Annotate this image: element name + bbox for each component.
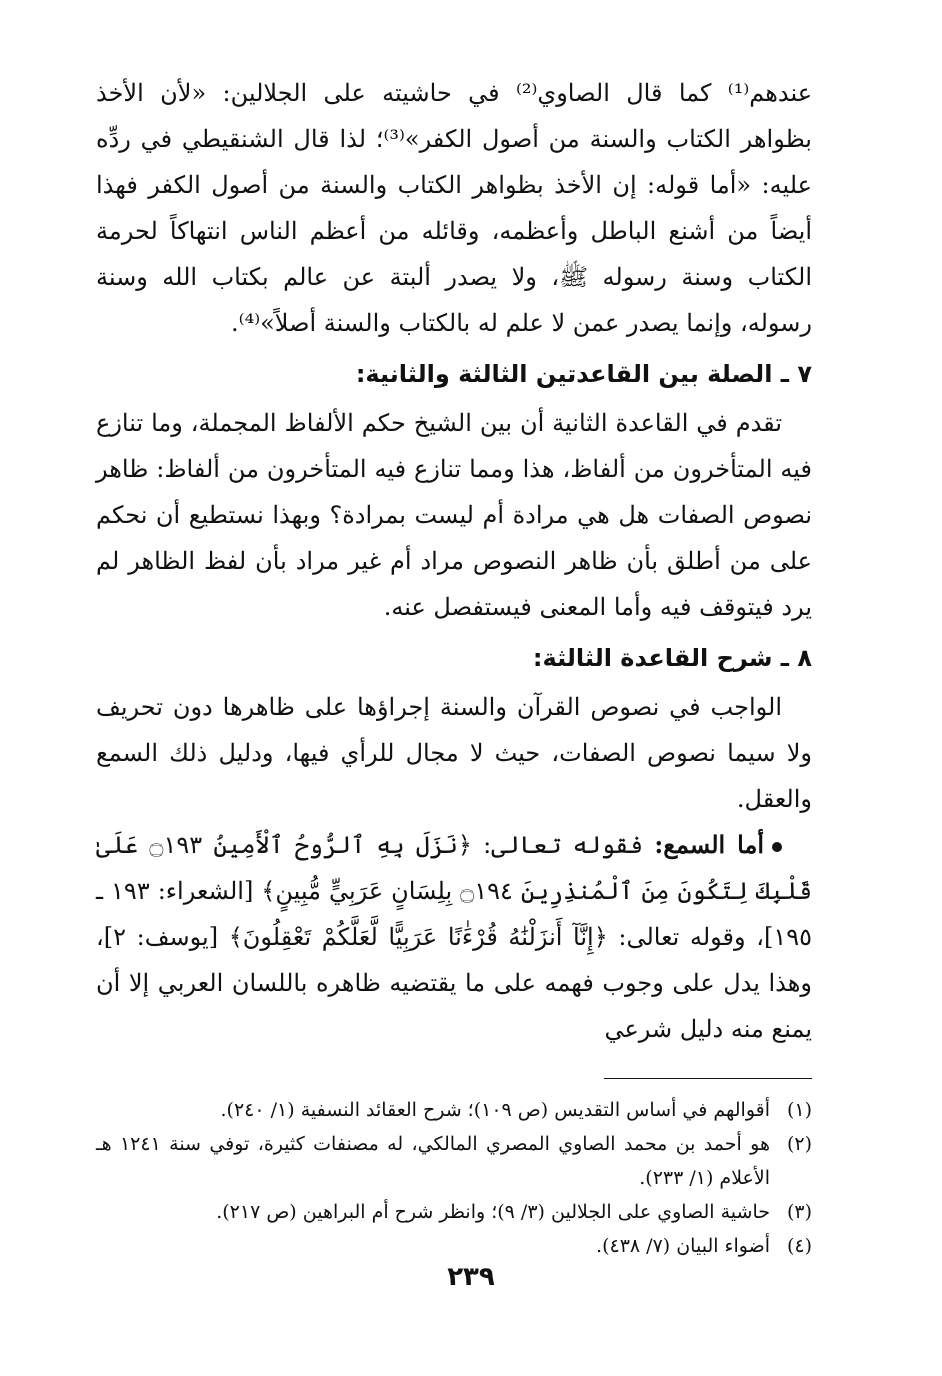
hearing-lead: أما السمع: bbox=[654, 830, 764, 859]
footnote-number: (٢) bbox=[786, 1133, 812, 1155]
section-heading-7: ٧ ـ الصلة بين القاعدتين الثالثة والثانية: bbox=[355, 360, 812, 388]
page-body bbox=[96, 70, 812, 1263]
section-heading-8: ٨ ـ شرح القاعدة الثالثة: bbox=[532, 644, 812, 672]
footnote-item bbox=[96, 1195, 812, 1229]
footnote-text: حاشية الصاوي على الجلالين (٣/ ٩)؛ وانظر شرح أم البراهين (ص ٢١٧). bbox=[216, 1201, 770, 1223]
paragraph-hearing-evidence bbox=[96, 822, 812, 1052]
page-number: ٢٣٩ bbox=[447, 1262, 495, 1292]
footnote-item bbox=[96, 1127, 812, 1195]
footnote-divider bbox=[604, 1078, 812, 1079]
footnote-item bbox=[96, 1093, 812, 1127]
footnote-number: (٣) bbox=[786, 1201, 812, 1223]
footnote-number: (٤) bbox=[786, 1235, 812, 1257]
footnotes bbox=[96, 1093, 812, 1263]
footnote-item bbox=[96, 1229, 812, 1263]
footnote-number: (١) bbox=[786, 1099, 812, 1121]
footnote-text: أضواء البيان (٧/ ٤٣٨). bbox=[596, 1235, 770, 1257]
paragraph-opening: عندهم⁽¹⁾ كما قال الصاوي⁽²⁾ في حاشيته على الجلالين: «لأن الأخذ بظواهر الكتاب والسنة من أصول الكفر»⁽³⁾؛ لذا قال الشنقيطي في ردِّه عليه: «أما قوله: إن الأخذ بظواهر الكتاب والسنة من أصول الكفر فهذا أيضاً من أشنع الباطل وأعظمه، وقائله من أعظم الناس انتهاكاً لحرمة الكتاب وسنة رسوله ﷺ، ولا يصدر ألبتة عن عالم بكتاب الله وسنة رسوله، وإنما يصدر عمن لا علم له بالكتاب والسنة أصلاً»⁽⁴⁾. bbox=[96, 79, 813, 337]
paragraph-rule-explanation: الواجب في نصوص القرآن والسنة إجراؤها على ظاهرها دون تحريف ولا سيما نصوص الصفات، حيث لا مجال للرأي فيها، ودليل ذلك السمع والعقل. bbox=[96, 693, 812, 813]
paragraph-rule-link: تقدم في القاعدة الثانية أن بين الشيخ حكم الألفاظ المجملة، وما تنازع فيه المتأخرون من ألفاظ، هذا ومما تنازع فيه المتأخرون من ألفاظ: ظاهر نصوص الصفات هل هي مرادة أم ليست بمرادة؟ وبهذا نستطيع أن نحكم على من أطلق بأن ظاهر النصوص مراد أم غير مراد بأن لفظ الظاهر لم يرد فيتوقف فيه وأما المعنى فيستفصل عنه. bbox=[96, 409, 812, 621]
footnote-text: هو أحمد بن محمد الصاوي المصري المالكي، له مصنفات كثيرة، توفي سنة ١٢٤١ هـ الأعلام (١/ ٢٣٣). bbox=[96, 1133, 770, 1189]
hearing-text: فقوله تعالى: ﴿نَزَلَ بِهِ ٱلرُّوحُ ٱلْأَمِينُ ۝١٩٣ عَلَىٰ قَلْبِكَ لِتَكُونَ مِنَ ٱلْمُنذِرِينَ ۝١٩٤ بِلِسَانٍ عَرَبِيٍّ مُّبِينٍ﴾ [الشعراء: ١٩٣ ـ ١٩٥]، وقوله تعالى: ﴿إِنَّآ أَنزَلْنَٰهُ قُرْءَٰنًا عَرَبِيًّا لَّعَلَّكُمْ تَعْقِلُونَ﴾ [يوسف: ٢]، وهذا يدل على وجوب فهمه على ما يقتضيه ظاهره باللسان العربي إلا أن يمنع منه دليل شرعي bbox=[96, 831, 813, 1043]
bullet-icon bbox=[772, 842, 782, 852]
footnote-text: أقوالهم في أساس التقديس (ص ١٠٩)؛ شرح العقائد النسفية (١/ ٢٤٠). bbox=[220, 1099, 770, 1121]
